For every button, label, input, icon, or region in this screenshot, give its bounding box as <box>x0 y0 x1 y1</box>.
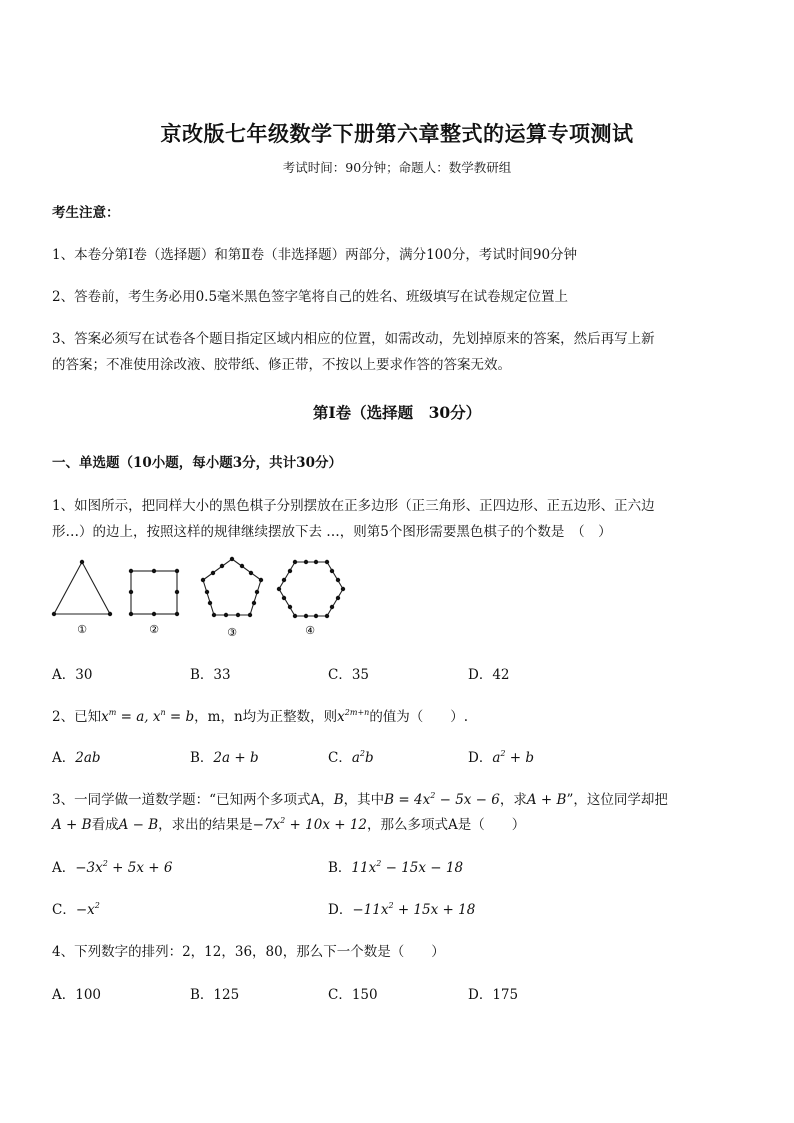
figure-label-3: ③ <box>227 626 237 639</box>
section-title: 一、单选题（10小题，每小题3分，共计30分） <box>52 455 342 471</box>
figure-label-2: ② <box>149 623 159 636</box>
pentagon-dots <box>201 557 263 617</box>
figure-label-4: ④ <box>305 624 315 637</box>
note-item-1: 1、本卷分第Ⅰ卷（选择题）和第Ⅱ卷（非选择题）两部分，满分100分，考试时间90分钟 <box>52 247 578 263</box>
q3-line1: 3、一同学做一道数学题：“已知两个多项式A，B，其中$B = 4x^2 - 5x - 6$，求A + B”，这位同学却把 <box>52 791 668 808</box>
figure-label-1: ① <box>77 623 87 636</box>
note-item-3: 3、答案必须写在试卷各个题目指定区域内相应的位置，如需改动，先划掉原来的答案，然后再写上新 <box>52 331 655 347</box>
q4-stem: 4、下列数字的排列：2，12，36，80，那么下一个数是（ ） <box>52 944 445 960</box>
note-item-2: 2、答卷前，考生务必用0.5毫米黑色签字笔将自己的姓名、班级填写在试卷规定位置上 <box>52 289 569 305</box>
square-dots <box>129 569 179 616</box>
hexagon-dots <box>277 560 345 618</box>
part-title: 第Ⅰ卷（选择题 30分） <box>312 403 482 422</box>
q2-stem: 2、已知$x^m = a$, $x^n = b$，m，n均为正整数，则$x^{2m+n}$的值为（ ）. <box>52 708 469 725</box>
q1-option-a[interactable]: A．30 <box>52 667 93 683</box>
exam-subtitle: 考试时间：90分钟；命题人：数学教研组 <box>282 160 512 175</box>
q2-option-a[interactable]: A．2ab <box>52 750 101 766</box>
note-item-3-cont: 的答案；不准使用涂改液、胶带纸、修正带，不按以上要求作答的答案无效。 <box>52 357 511 373</box>
q1-option-b[interactable]: B．33 <box>190 667 231 683</box>
q1-figure <box>48 556 358 640</box>
q4-option-d[interactable]: D．175 <box>468 987 519 1003</box>
q3-option-b[interactable]: B．$11x^2 - 15x - 18$ <box>328 859 464 876</box>
q2-condition: $x^m = a$, $x^n = b$ <box>101 708 195 725</box>
q2-option-b[interactable]: B．2a + b <box>190 750 259 766</box>
q3-option-d[interactable]: D．$-11x^2 + 15x + 18$ <box>328 901 476 918</box>
q3-option-c[interactable]: C．$-x^2$ <box>52 901 100 918</box>
q4-option-a[interactable]: A．100 <box>52 987 102 1003</box>
q2-option-c[interactable]: C．$a^2b$ <box>328 749 374 766</box>
square-figure <box>131 571 177 614</box>
q4-option-b[interactable]: B．125 <box>190 987 240 1003</box>
page-title: 京改版七年级数学下册第六章整式的运算专项测试 <box>160 121 634 146</box>
q4-option-c[interactable]: C．150 <box>328 987 378 1003</box>
q1-line2: 形…）的边上，按照这样的规律继续摆放下去 …，则第5个图形需要黑色棋子的个数是 （ ） <box>52 524 612 540</box>
triangle-figure <box>54 562 110 614</box>
q3-option-a[interactable]: A．$-3x^2 + 5x + 6$ <box>52 859 173 876</box>
q2-expression: $x^{2m+n}$ <box>337 708 370 725</box>
q2-option-d[interactable]: D．$a^2 + b$ <box>468 749 535 766</box>
q1-option-c[interactable]: C．35 <box>328 667 370 683</box>
q3-line2: A + B看成A − B，求出的结果是$-7x^2 + 10x + 12$，那么多项式A是（ ） <box>52 816 526 833</box>
q1-line1: 1、如图所示，把同样大小的黑色棋子分别摆放在正多边形（正三角形、正四边形、正五边形、正六边 <box>52 498 655 514</box>
triangle-dots <box>52 560 112 616</box>
notes-heading: 考生注意： <box>52 205 120 221</box>
pentagon-figure <box>203 559 261 615</box>
q1-option-d[interactable]: D．42 <box>468 667 510 683</box>
